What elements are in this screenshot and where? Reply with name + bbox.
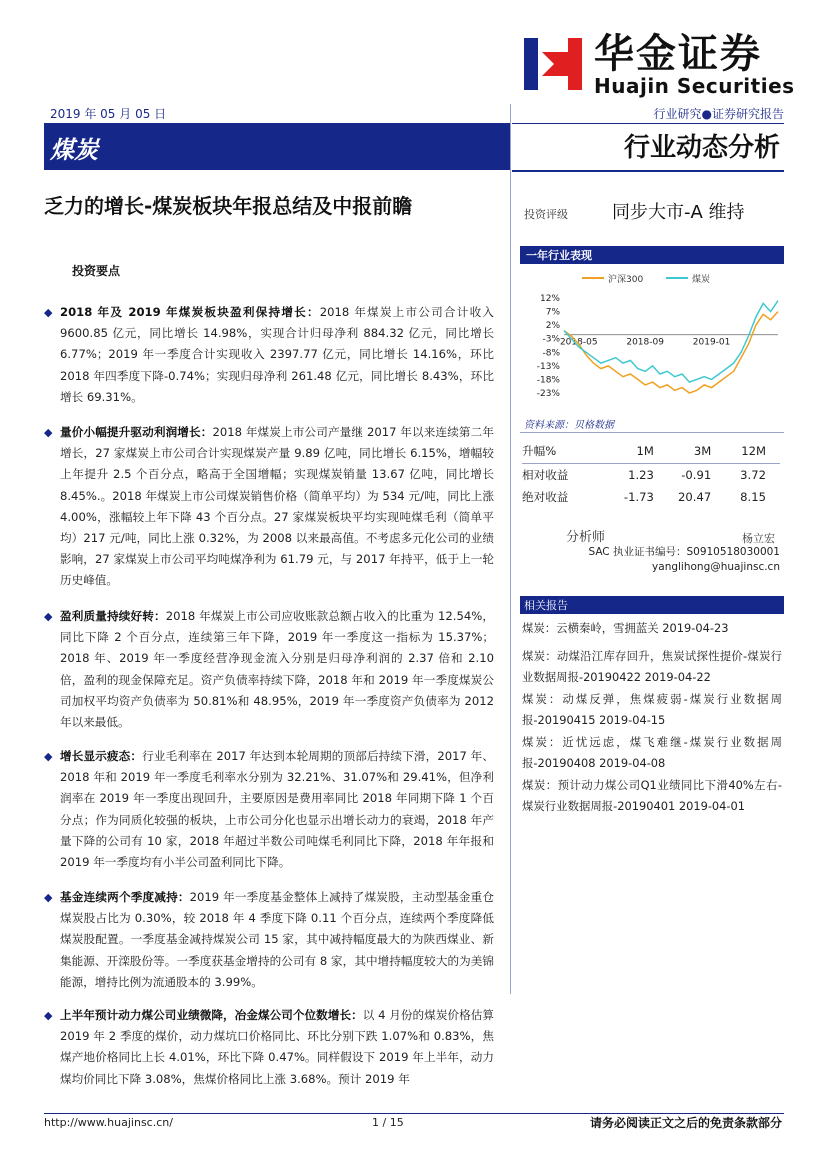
analyst-label: 分析师 <box>566 530 606 545</box>
legend-label: 煤炭 <box>692 275 711 285</box>
paragraph-body: 2018 年煤炭上市公司应收账款总额占收入的比重为 12.54%，同比下降 2 个百分点，连续第三年下降，2019 年一季度这一指标为 15.37%；2018 年、2019 年一季度经营净现金流入分别是归母净利润的 2.37 倍和 2.10 倍，盈利的现金保障充足。资产负债率持续下降，2018 年和 2019 年一季度煤炭公司加权平均资产负债率为 50.81%和 48.95%，2019 年一季度资产负债率为 2012 年以来最低。 <box>60 609 494 730</box>
rating-value: 同步大市-A 维持 <box>612 202 745 223</box>
y-tick-label: 7% <box>545 307 560 318</box>
sector-banner <box>44 124 510 170</box>
paragraph-body: 2018 年煤炭上市公司合计收入 9600.85 亿元，同比增长 14.98%，实现合计归母净利 884.32 亿元，同比增长 6.77%；2019 年一季度合计实现收入 2397.77 亿元，同比增长 14.16%，环比 2018 年四季度下降-0.74%；实现归母净利 261.48 亿元，同比增长 8.43%，环比增长 69.31%。 <box>60 305 494 404</box>
diamond-bullet-icon: ◆ <box>44 610 53 623</box>
table-cell: -0.91 <box>681 467 712 482</box>
sector-name: 煤炭 <box>50 136 98 164</box>
paragraph-body: 行业毛利率在 2017 年达到本轮周期的顶部后持续下滑，2017 年、2018 年和 2019 年一季度毛利率水分别为 32.21%、31.07%和 29.41%，但净利润率在 2019 年一季度出现回升，主要原因是费用率同比 2018 年同期下降 1 个百分点；作为同质化较强的板块，上市公司分化也显示出增长动力的衰竭，2018 年产量下降的公司有 10 家，2018 年超过半数公司吨煤毛利同比下降，2018 年年报和 2019 年一季度均有小半公司盈利同比下降。 <box>60 749 494 870</box>
paragraph-1 <box>44 302 494 408</box>
related-reports-bar <box>520 596 784 614</box>
paragraph-lead: 2018 年及 2019 年煤炭板块盈利保持增长： <box>60 305 320 319</box>
diamond-bullet-icon: ◆ <box>44 750 53 763</box>
y-tick-label: -3% <box>542 334 560 345</box>
x-tick-label: 2018-09 <box>626 337 664 348</box>
related-report-item[interactable]: 煤炭：近忧远虑，煤飞难继-煤炭行业数据周报-20190408 2019-04-08 <box>522 734 782 770</box>
paragraph-lead: 量价小幅提升驱动利润增长： <box>60 425 213 439</box>
paragraph-lead: 盈利质量持续好转： <box>60 609 166 623</box>
logo-english-name: Huajin Securities <box>594 74 795 98</box>
chart-legend <box>582 273 710 285</box>
rating-label: 投资评级 <box>524 208 568 221</box>
chart-source: 资料来源：贝格数据 <box>524 420 614 431</box>
logo-chinese-name: 华金证券 <box>594 31 762 77</box>
source-divider <box>520 432 784 433</box>
header-bottom-rule <box>512 170 784 172</box>
related-report-item[interactable]: 煤炭：动煤沿江库存回升，焦炭试探性提价-煤炭行业数据周报-20190422 2019-04-22 <box>522 648 782 684</box>
x-tick-label: 2018-05 <box>559 337 598 348</box>
y-tick-label: 12% <box>539 294 560 304</box>
x-axis-ticks <box>560 338 730 348</box>
paragraph-lead: 上半年预计动力煤公司业绩微降，冶金煤公司个位数增长： <box>60 1008 363 1022</box>
related-report-item[interactable]: 煤炭：动煤反弹，焦煤疲弱-煤炭行业数据周报-20190415 2019-04-15 <box>522 691 782 727</box>
returns-table <box>522 440 780 509</box>
report-title: 乏力的增长-煤炭板块年报总结及中报前瞻 <box>44 194 413 218</box>
huajin-logo-mark <box>524 38 582 90</box>
related-report-item[interactable]: 煤炭：预计动力煤公司Q1业绩同比下滑40%左右-煤炭行业数据周报-20190401 2019-04-01 <box>522 777 782 813</box>
table-header-cell: 升幅% <box>522 440 602 463</box>
table-cell: 3.72 <box>740 467 766 482</box>
performance-heading: 一年行业表现 <box>526 249 592 262</box>
paragraph-body: 2019 年一季度基金整体上减持了煤炭股，主动型基金重仓煤炭股占比为 0.30%，较 2018 年 4 季度下降 0.11 个百分点，连续两个季度降低煤炭股配置。一季度基金减持煤炭公司 15 家，其中减持幅度最大的为陕西煤业、新集能源、开滦股份等。一季度获基金增持的公司有 8 家，其中增持幅度较大的为美锦能源，增持比例为流通股本的 3.99%。 <box>60 890 494 989</box>
x-tick-label: 2019-01 <box>692 337 731 348</box>
table-header-cell: 12M <box>711 440 780 463</box>
performance-heading-bar <box>520 246 784 264</box>
series-line <box>564 312 778 393</box>
footer-url[interactable]: http://www.huajinsc.cn/ <box>44 1116 173 1129</box>
paragraph-4 <box>44 746 494 873</box>
diamond-bullet-icon: ◆ <box>44 306 53 319</box>
footer-disclaimer: 请务必阅读正文之后的免责条款部分 <box>589 1116 782 1130</box>
y-tick-label: -13% <box>536 361 560 372</box>
report-category: 行业动态分析 <box>623 133 780 163</box>
report-type: 行业研究●证券研究报告 <box>653 107 784 121</box>
y-tick-label: -18% <box>536 375 560 386</box>
related-reports-heading: 相关报告 <box>524 599 568 612</box>
analyst-certificate: SAC 执业证书编号：S0910518030001 <box>588 546 780 558</box>
paragraph-2 <box>44 422 494 592</box>
key-points-heading: 投资要点 <box>72 264 121 278</box>
header-divider-right <box>512 123 784 124</box>
table-row <box>522 486 780 509</box>
paragraph-lead: 增长显示疲态： <box>60 749 143 763</box>
column-divider <box>510 104 511 994</box>
diamond-bullet-icon: ◆ <box>44 426 53 439</box>
table-header-cell: 3M <box>654 440 711 463</box>
paragraph-6 <box>44 1005 494 1090</box>
paragraph-body: 以 4 月份的煤炭价格估算 2019 年 2 季度的煤价，动力煤坑口价格同比、环比分别下跌 1.07%和 0.83%，焦煤产地价格同比上长 4.01%，环比下降 0.47%。同样假设下 2019 年上半年，动力煤均价同比下降 3.08%，焦煤价格同比上涨 3.68%。预计 2019 年 <box>60 1008 494 1086</box>
y-tick-label: -8% <box>542 348 560 359</box>
diamond-bullet-icon: ◆ <box>44 1009 53 1022</box>
report-date: 2019 年 05 月 05 日 <box>50 107 167 121</box>
industry-performance-chart <box>520 268 784 420</box>
analyst-email[interactable]: yanglihong@huajinsc.cn <box>652 561 780 573</box>
table-row <box>522 463 780 486</box>
table-cell: 8.15 <box>740 490 766 505</box>
table-header-cell: 1M <box>602 440 654 463</box>
table-cell: 相对收益 <box>522 467 569 482</box>
related-reports-list <box>522 618 782 818</box>
paragraph-3 <box>44 606 494 733</box>
y-tick-label: 2% <box>545 321 560 332</box>
related-report-item[interactable]: 煤炭：云横秦岭，雪拥蓝关 2019-04-23 <box>522 621 729 635</box>
table-cell: 20.47 <box>678 490 712 505</box>
diamond-bullet-icon: ◆ <box>44 891 53 904</box>
table-cell: 1.23 <box>628 467 654 482</box>
legend-label: 沪深300 <box>608 275 644 285</box>
analyst-name: 杨立宏 <box>742 532 775 545</box>
table-cell: 绝对收益 <box>522 490 569 505</box>
paragraph-body: 2018 年煤炭上市公司产量继 2017 年以来连续第二年增长，27 家煤炭上市公司合计实现煤炭产量 9.89 亿吨，同比增长 6.15%，增幅较上年提升 2.5 个百分点，略高于全国增幅；实现煤炭销量 13.67 亿吨，同比增长 8.45%.。2018 年煤炭上市公司煤炭销售价格（简单平均）为 534 元/吨，同比上涨 4.00%，涨幅较上年下降 43 个百分点。27 家煤炭板块平均实现吨煤毛利（简单平均）217 元/吨，同比上涨 0.32%，为 2008 以来最高值。不考虑多元化公司的业绩影响，27 家煤炭上市公司平均吨煤净利为 61.79 元，与 2017 年持平，低于上一轮历史峰值。 <box>60 425 494 588</box>
paragraph-lead: 基金连续两个季度减持： <box>60 890 190 904</box>
table-header-row <box>522 440 780 463</box>
paragraph-5 <box>44 887 494 993</box>
table-cell: -1.73 <box>623 490 654 505</box>
page-number: 1 / 15 <box>372 1116 404 1129</box>
y-tick-label: -23% <box>536 389 560 399</box>
